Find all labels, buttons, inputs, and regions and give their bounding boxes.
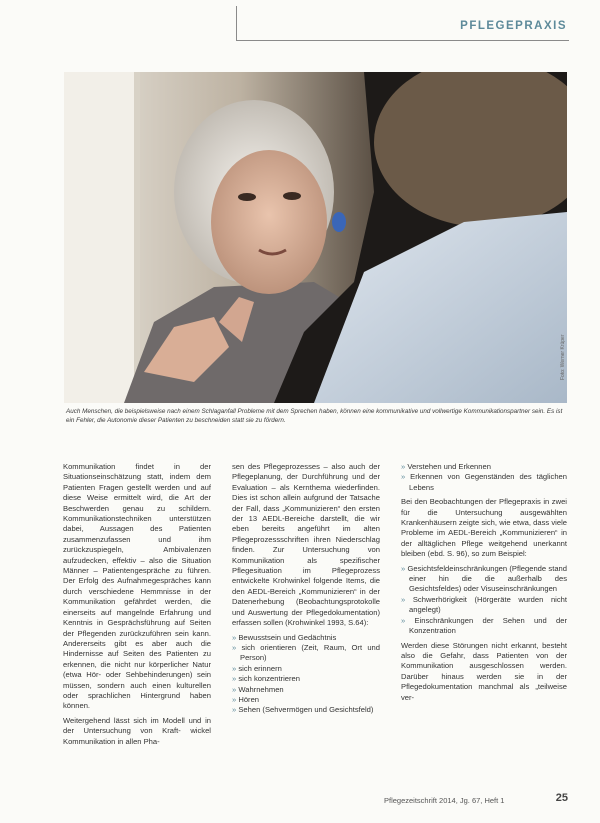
paragraph: Bei den Beobachtungen der Pflegepraxis in zwei für die Untersuchung ausgewählten Krankenhäusern zeigte sich, wie etwa, dass viele Probleme im AEDL-Bereich „Kommunizieren“ in der alltäglichen Pflege weitgehend unerkannt bleiben (ebd. S. 96), so zum Beispiel: bbox=[401, 497, 567, 559]
paragraph: Werden diese Störungen nicht erkannt, besteht also die Gefahr, dass Patienten von der Kommunikation ausgeschlossen werden. Darüber hinaus werden sie in der Pflegedokumentation manchmal als „teilweise ver- bbox=[401, 640, 567, 702]
paragraph: Kommunikation findet in der Situationseinschätzung statt, indem dem Patienten Fragen gestellt werden und auf diese Weise ermittelt wird, die Art der Beschwerden genau zu schildern. Kommunikationstechniken unterstützen dabei, Aussagen des Patienten zusammenzufassen und ihm zurückzuspiegeln, Ambivalenzen aufzudecken, effektiv – also die Situation Männer – Patientengespräche zu führen. Der Erfolg des Aufnahmegespräches kann durch verschiedene Hemmnisse in der Kommunikation gefährdet werden, die einerseits auf mangelnde Erfahrung und Kenntnis in Gesprächsführung auf Seiten der Pflegenden zurückzuführen sein kann. Andererseits gibt es aber auch die Hindernisse auf Seiten des Patienten zu erkennen, die nicht nur körperlicher Natur (etwa Hör- oder Sehbehinderungen) sein müssen, sondern auch einen kulturellen oder sprachlichen Hintergrund haben können. bbox=[63, 462, 211, 711]
list-item: » Sehen (Sehvermögen und Gesichtsfeld) bbox=[232, 705, 380, 715]
list-item: » Einschränkungen der Sehen und der Konzentration bbox=[401, 616, 567, 637]
list-item: » sich konzentrieren bbox=[232, 674, 380, 684]
list-item: » Erkennen von Gegenständen des täglichen Lebens bbox=[401, 472, 567, 493]
article-column-2 bbox=[232, 462, 380, 720]
article-column-3 bbox=[401, 462, 567, 707]
list-item: » Hören bbox=[232, 695, 380, 705]
list-item: » Verstehen und Erkennen bbox=[401, 462, 567, 472]
item-list bbox=[232, 633, 380, 716]
article-column-1 bbox=[63, 462, 211, 751]
list-item: » Gesichtsfeldeinschränkungen (Pflegende stand einer hin die die außerhalb des Gesichtsfeldes) oder Visuseinschränkungen bbox=[401, 564, 567, 595]
paragraph: sen des Pflegeprozesses – also auch der Pflegeplanung, der Durchführung und der Evaluation – als Kernthema wiederfinden. Dies ist schon allein aufgrund der Tatsache der Fall, dass „Kommunizieren“ den ersten der 13 AEDL-Bereiche darstellt, die wir eben bereits angeführt im alten Pflegeprozessschriften ihren Niederschlag finden. Zur Untersuchung von Kommunikation als spezifischer Pflegesituation im Pflegeprozess entwickelte Krohwinkel folgende Items, die den AEDL-Bereich „Kommunizieren“ in der Datenerhebung (Beobachtungsprotokolle und Auswertung der Pflegedokumentation) erfassen sollen (Krohwinkel 1993, S.64): bbox=[232, 462, 380, 628]
list-item: » Bewusstsein und Gedächtnis bbox=[232, 633, 380, 643]
list-item: » Schwerhörigkeit (Hörgeräte wurden nicht angelegt) bbox=[401, 595, 567, 616]
paragraph: Weitergehend lässt sich im Modell und in der Untersuchung von Kraft- wickel Kommunikation in allen Pha- bbox=[63, 715, 211, 746]
section-title: PFLEGEPRAXIS bbox=[460, 20, 567, 32]
list-item: » sich erinnern bbox=[232, 664, 380, 674]
article-photo bbox=[64, 72, 567, 403]
item-list bbox=[401, 462, 567, 493]
page-number: 25 bbox=[555, 792, 568, 804]
list-item: » Wahrnehmen bbox=[232, 685, 380, 695]
item-list bbox=[401, 564, 567, 637]
list-item: » sich orientieren (Zeit, Raum, Ort und Person) bbox=[232, 643, 380, 664]
photo-caption: Auch Menschen, die beispielsweise nach einem Schlaganfall Probleme mit dem Sprechen haben, können eine kommunikative und vollwertige Kommunikationspartner sein. Es ist ein Fehler, die Autonomie dieser Patienten zu beschneiden statt sie zu fördern. bbox=[66, 408, 563, 424]
photo-credit: Foto: Werner Krüper bbox=[560, 334, 566, 380]
photo-illustration bbox=[64, 72, 567, 403]
publication-info: Pflegezeitschrift 2014, Jg. 67, Heft 1 bbox=[384, 796, 505, 805]
section-header bbox=[236, 6, 569, 41]
